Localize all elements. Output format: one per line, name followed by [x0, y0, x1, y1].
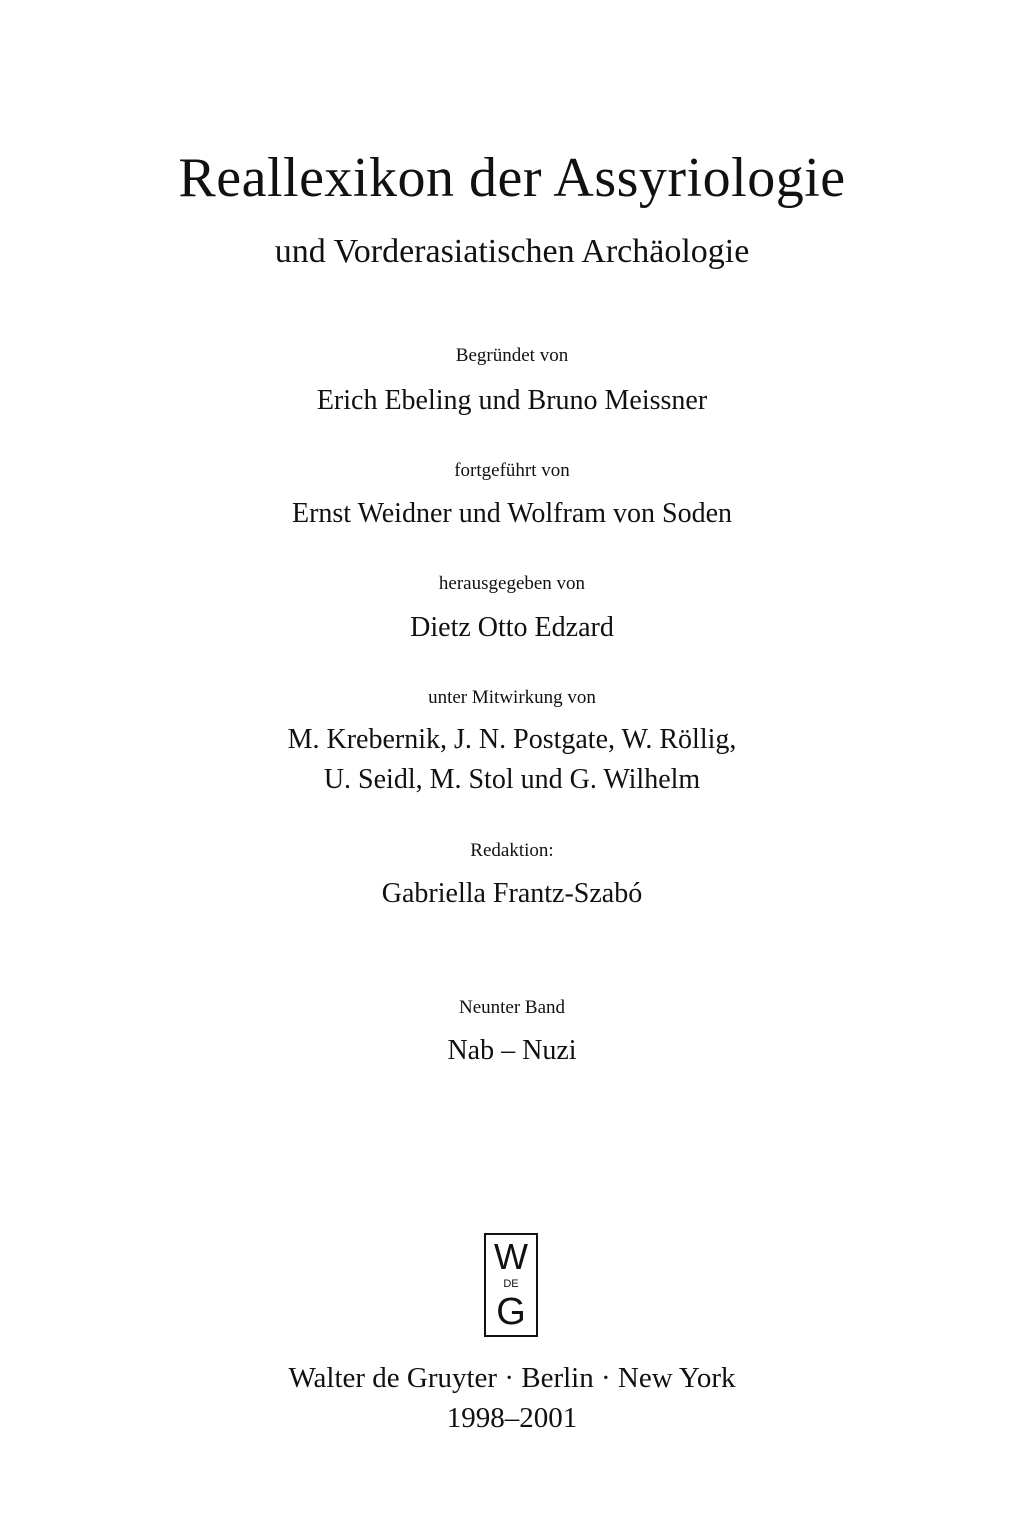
publisher-line: Walter de Gruyter · Berlin · New York	[288, 1362, 736, 1394]
collaborators-line-1: M. Krebernik, J. N. Postgate, W. Röllig,	[287, 724, 737, 755]
main-title: Reallexikon der Assyriologie	[178, 147, 846, 209]
redaktion-name: Gabriella Frantz-Szabó	[381, 878, 643, 909]
editor-name: Dietz Otto Edzard	[410, 612, 614, 643]
volume-label: Neunter Band	[458, 997, 566, 1018]
edited-label: herausgegeben von	[438, 573, 586, 594]
subtitle: und Vorderasiatischen Archäologie	[274, 233, 750, 270]
continuers-names: Ernst Weidner und Wolfram von Soden	[291, 498, 733, 529]
collaboration-label: unter Mitwirkung von	[428, 687, 596, 708]
logo-letter-w: W	[494, 1236, 528, 1277]
volume-range: Nab – Nuzi	[447, 1035, 577, 1066]
redaktion-label: Redaktion:	[470, 840, 554, 861]
collaborators-line-2: U. Seidl, M. Stol und G. Wilhelm	[323, 764, 701, 795]
founded-label: Begründet von	[455, 345, 569, 366]
logo-letter-g: G	[496, 1291, 526, 1333]
publisher-logo-icon	[484, 1233, 538, 1337]
logo-letters-de: DE	[503, 1278, 519, 1290]
founders-names: Erich Ebeling und Bruno Meissner	[316, 385, 708, 416]
publication-years: 1998–2001	[446, 1402, 578, 1434]
continued-label: fortgeführt von	[454, 460, 570, 481]
